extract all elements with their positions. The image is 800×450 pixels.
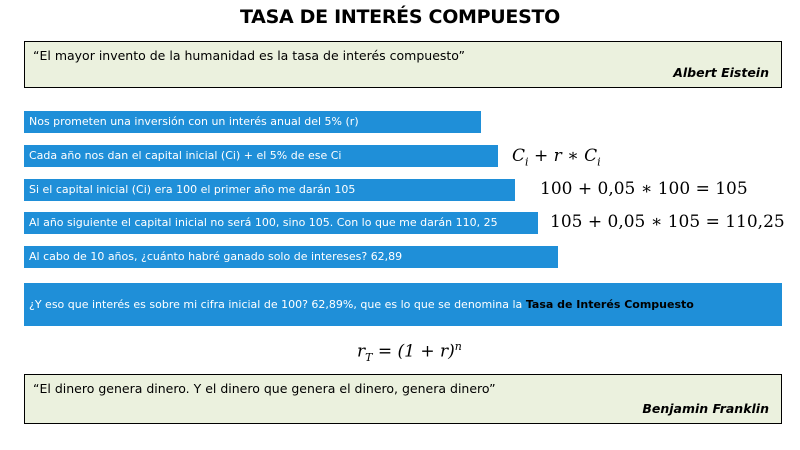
quote-box-bottom [24,374,782,424]
quote-author: Benjamin Franklin [642,401,769,416]
statement-bar-4: Al año siguiente el capital inicial no será 100, sino 105. Con lo que me darán 110, 25 [24,212,538,234]
statement-bar-3: Si el capital inicial (Ci) era 100 el primer año me darán 105 [24,179,515,201]
conclusion-text: ¿Y eso que interés es sobre mi cifra inicial de 100? 62,89%, que es lo que se denomina la [29,298,526,311]
page-title: TASA DE INTERÉS COMPUESTO [239,6,560,28]
statement-bar-5: Al cabo de 10 años, ¿cuánto habré ganado solo de intereses? 62,89 [24,246,558,268]
quote-box-top [24,41,782,88]
formula-100: 100 + 0,05 ∗ 100 = 105 [540,179,748,199]
formula-compound-rate: $r_T = (1 + r)^n$ [357,340,462,365]
conclusion-highlight: Tasa de Interés Compuesto [525,298,694,311]
quote-text: “El dinero genera dinero. Y el dinero que genera el dinero, genera dinero” [33,381,496,396]
formula-ci: $C_i + r$ ∗ $C_i$ [512,146,601,169]
conclusion-bar [24,283,782,326]
statement-bar-1: Nos prometen una inversión con un interés anual del 5% (r) [24,111,481,133]
quote-author: Albert Eistein [673,65,769,80]
statement-bar-2: Cada año nos dan el capital inicial (Ci) + el 5% de ese Ci [24,145,498,167]
formula-105: 105 + 0,05 ∗ 105 = 110,25 [550,212,785,232]
quote-text: “El mayor invento de la humanidad es la tasa de interés compuesto” [33,48,465,63]
